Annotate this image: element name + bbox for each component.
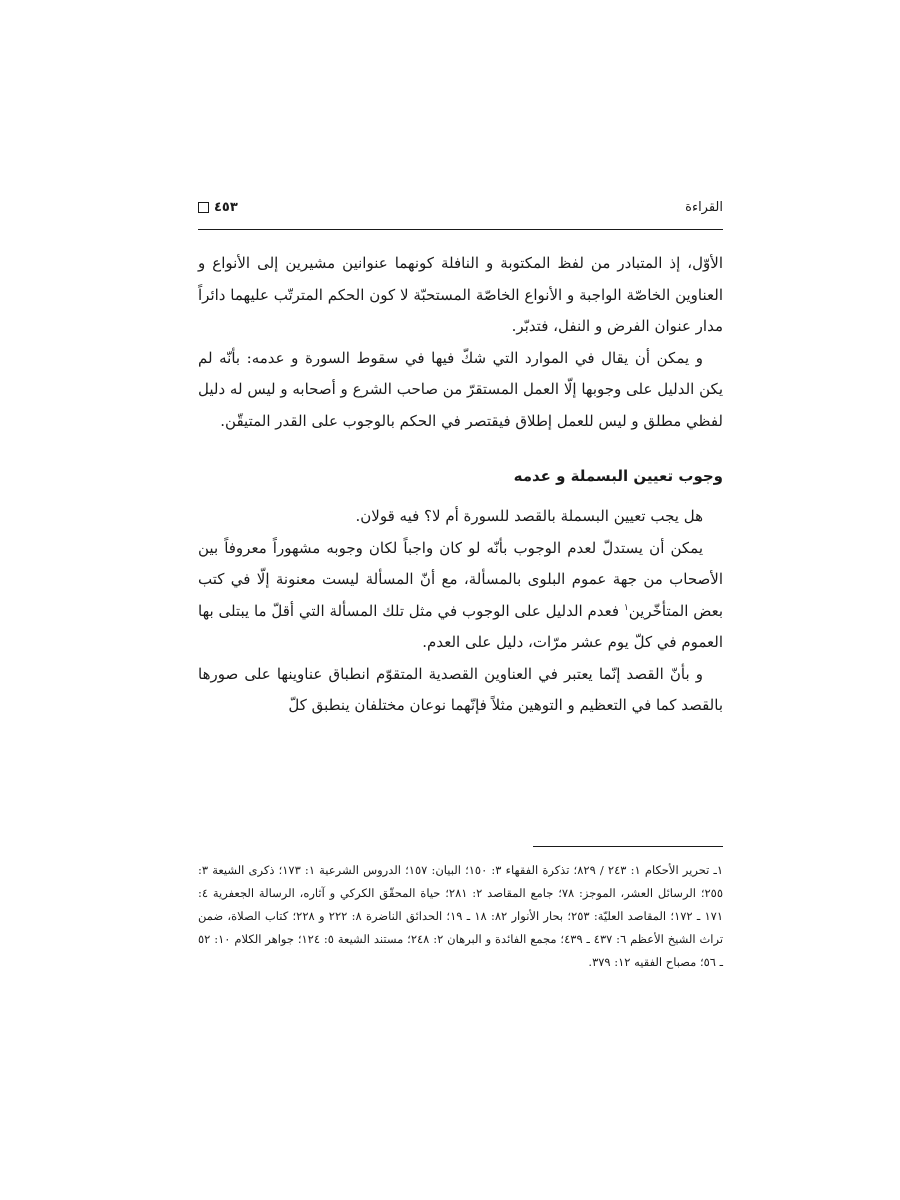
main-text (198, 248, 723, 722)
paragraph-doubtful-cases: و يمكن أن يقال في الموارد التي شكّ فيها في سقوط السورة و عدمه: بأنّه لم يكن الدليل على وجوبها إلّا العمل المستقرّ من صاحب الشرع و أصحابه و ليس له دليل لفظي مطلق و ليس للعمل إطلاق فيقتصر في الحكم بالوجوب على القدر المتيقّن. (198, 348, 723, 430)
book-page (198, 196, 723, 996)
section-heading: وجوب تعيين البسملة و عدمه (513, 467, 723, 485)
running-title: القراءة (685, 200, 723, 215)
paragraph-question: هل يجب تعيين البسملة بالقصد للسورة أم لا؟ فيه قولان. (355, 507, 703, 525)
page-number-text: ٤٥٣ (214, 200, 238, 215)
page-number (198, 200, 238, 215)
footnotes (198, 859, 723, 974)
footnote-1: ١ـ تحرير الأحكام ١: ٢٤٣ / ٨٢٩؛ تذكرة الفقهاء ٣: ١٥٠؛ البيان: ١٥٧؛ الدروس الشرعية ١: ١٧٣؛ ذكرى الشيعة ٣: ٢٥٥؛ الرسائل العشر، الموجز: ٧٨؛ جامع المقاصد ٢: ٢٨١؛ حياة المحقّق الكركي و آثاره، الرسالة الجعفرية ٤: ١٧١ ـ ١٧٢؛ المقاصد العليّة: ٢٥٣؛ بحار الأنوار ٨٢: ١٨ ـ ١٩؛ الحدائق الناضرة ٨: ٢٢٢ و ٢٢٨؛ كتاب الصلاة، ضمن تراث الشيخ الأعظم ٦: ٤٣٧ ـ ٤٣٩؛ مجمع الفائدة و البرهان ٢: ٢٤٨؛ مستند الشيعة ٥: ١٢٤؛ جواهر الكلام ١٠: ٥٢ ـ ٥٦؛ مصباح الفقيه ١٢: ٣٧٩. (198, 863, 724, 969)
running-header (198, 196, 723, 224)
paragraph-continued: الأوّل، إذ المتبادر من لفظ المكتوبة و النافلة كونهما عنوانين مشيرين إلى الأنواع و العناوين الخاصّة الواجبة و الأنواع الخاصّة المستحبّة لا كون الحكم المترتّب عليهما دائراً مدار عنوان الفرض و النفل، فتدبّر. (198, 254, 723, 335)
footnote-rule (533, 846, 723, 847)
paragraph-argument (198, 533, 723, 659)
header-rule (198, 229, 723, 230)
paragraph-argument-text-a: يمكن أن يستدلّ لعدم الوجوب بأنّه لو كان واجباً لكان وجوبه مشهوراً معروفاً بين الأصحاب من جهة عموم البلوى بالمسألة، مع أنّ المسألة ليست معنونة إلّا في كتب بعض المتأخّرين (198, 538, 723, 620)
paragraph-argument-text-b: فعدم الدليل على الوجوب في مثل تلك المسألة التي أقلّ ما يبتلى بها العموم في كلّ يوم عشر مرّات، دليل على العدم. (198, 601, 723, 651)
footnote-reference[interactable]: ١ (623, 602, 629, 613)
paragraph-intention: و بأنّ القصد إنّما يعتبر في العناوين القصدية المتقوّم انطباق عناوينها على صورها بالقصد كما في التعظيم و التوهين مثلاً فإنّهما نوعان مختلفان ينطبق كلّ (198, 664, 723, 714)
square-box-icon (198, 202, 209, 213)
